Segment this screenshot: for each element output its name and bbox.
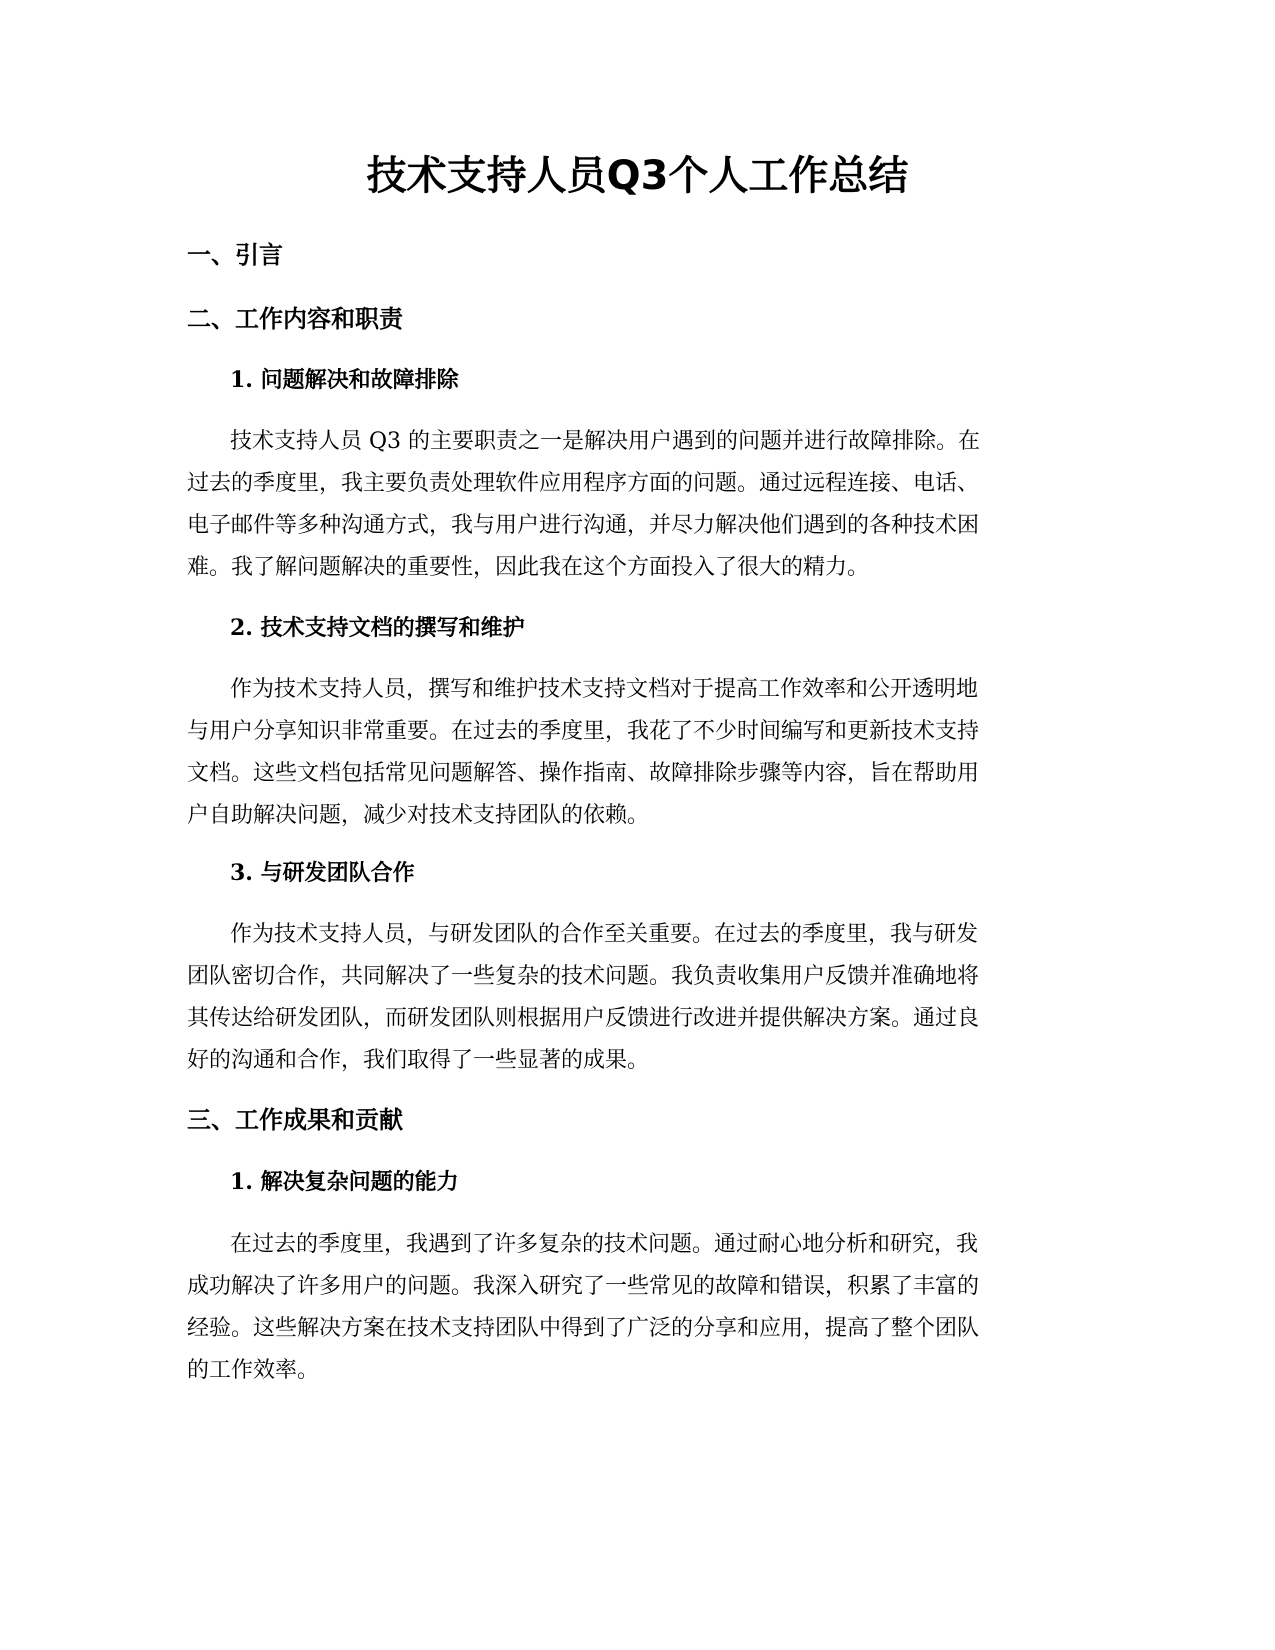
- paragraph-line: 过去的季度里，我主要负责处理软件应用程序方面的问题。通过远程连接、电话、: [187, 471, 980, 496]
- document-title: 技术支持人员Q3个人工作总结: [366, 153, 909, 199]
- paragraph-line: 与用户分享知识非常重要。在过去的季度里，我花了不少时间编写和更新技术支持: [187, 719, 980, 744]
- section-heading-achievements: 三、工作成果和贡献: [187, 1106, 403, 1134]
- paragraph-troubleshooting: [187, 421, 1087, 589]
- paragraph-documentation: [187, 669, 1087, 837]
- paragraph-line: 作为技术支持人员，撰写和维护技术支持文档对于提高工作效率和公开透明地: [230, 677, 979, 702]
- paragraph-line: 作为技术支持人员，与研发团队的合作至关重要。在过去的季度里，我与研发: [230, 922, 979, 947]
- paragraph-line: 好的沟通和合作，我们取得了一些显著的成果。: [187, 1048, 650, 1073]
- paragraph-line: 在过去的季度里，我遇到了许多复杂的技术问题。通过耐心地分析和研究，我: [230, 1232, 979, 1257]
- paragraph-line: 难。我了解问题解决的重要性，因此我在这个方面投入了很大的精力。: [187, 555, 870, 580]
- section-heading-work-duties: 二、工作内容和职责: [187, 305, 403, 333]
- paragraph-line: 团队密切合作，共同解决了一些复杂的技术问题。我负责收集用户反馈并准确地将: [187, 964, 980, 989]
- subsection-heading-documentation: 2. 技术支持文档的撰写和维护: [230, 615, 525, 641]
- paragraph-line: 文档。这些文档包括常见问题解答、操作指南、故障排除步骤等内容，旨在帮助用: [187, 761, 980, 786]
- paragraph-complex-problems: [187, 1224, 1087, 1392]
- paragraph-line: 户自助解决问题，减少对技术支持团队的依赖。: [187, 803, 650, 828]
- paragraph-line: 经验。这些解决方案在技术支持团队中得到了广泛的分享和应用，提高了整个团队: [187, 1316, 980, 1341]
- paragraph-line: 电子邮件等多种沟通方式，我与用户进行沟通，并尽力解决他们遇到的各种技术困: [187, 513, 980, 538]
- paragraph-line: 技术支持人员 Q3 的主要职责之一是解决用户遇到的问题并进行故障排除。在: [230, 429, 981, 454]
- subsection-heading-complex-problems: 1. 解决复杂问题的能力: [230, 1169, 459, 1195]
- paragraph-line: 其传达给研发团队，而研发团队则根据用户反馈进行改进并提供解决方案。通过良: [187, 1006, 980, 1031]
- paragraph-line: 的工作效率。: [187, 1358, 320, 1383]
- paragraph-line: 成功解决了许多用户的问题。我深入研究了一些常见的故障和错误，积累了丰富的: [187, 1274, 980, 1299]
- subsection-heading-troubleshooting: 1. 问题解决和故障排除: [230, 367, 459, 393]
- subsection-heading-rnd-collaboration: 3. 与研发团队合作: [230, 860, 415, 886]
- section-heading-introduction: 一、引言: [187, 241, 283, 269]
- paragraph-rnd-collaboration: [187, 914, 1087, 1082]
